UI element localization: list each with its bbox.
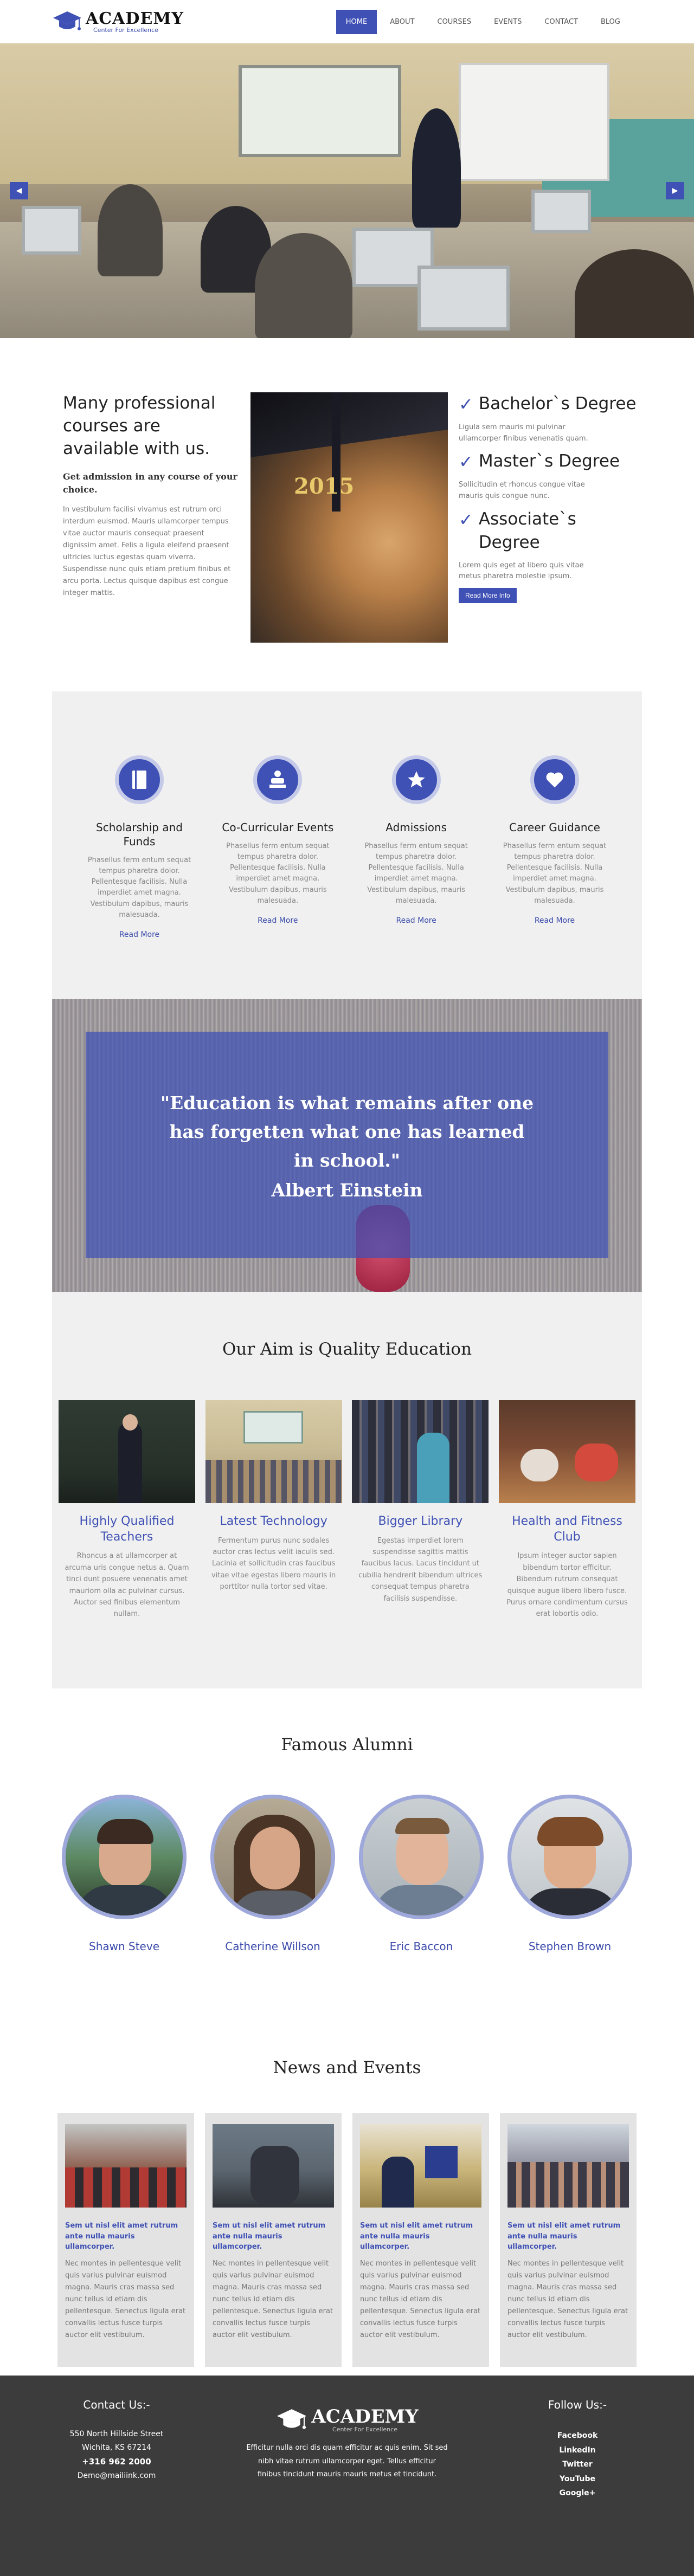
aim-text: Fermentum purus nunc sodales auctor cras lectus velit iaculis sed. Lacinia et sollicitudin cras faucibus vitae vitae egestas libero mauris in porttitor nulla tortor sed vitae. <box>211 1536 336 1591</box>
slider-prev-button[interactable] <box>10 182 28 199</box>
site-footer <box>0 2376 694 2576</box>
site-header <box>0 0 694 43</box>
graduation-cap-icon <box>275 2407 308 2433</box>
footer-contact <box>0 2376 233 2576</box>
news-card[interactable] <box>205 2113 342 2367</box>
news-thumbnail <box>360 2124 481 2208</box>
degree-text: Ligula sem mauris mi pulvinar ullamcorper finibus venenatis quam. <box>459 423 588 443</box>
nav-blog[interactable]: BLOG <box>600 17 620 26</box>
aim-text: Egestas imperdiet lorem suspendisse sagittis mattis faucibus lacus. Lacus tincidunt ut cubilia hendrerit bibendum ultrices consequat tempus pharetra facilisis suspendisse. <box>358 1536 483 1603</box>
alumni-card[interactable] <box>359 1795 484 1953</box>
service-title: Career Guidance <box>509 821 600 834</box>
fitness-photo-person <box>575 1444 618 1481</box>
avatar <box>507 1795 632 1919</box>
service-text: Phasellus ferm entum sequat tempus pharetra dolor. Pellentesque facilisis. Nulla imperdiet amet magna. Vestibulum dapibus, mauris malesuada. <box>87 856 191 919</box>
avatar <box>62 1795 187 1919</box>
service-card <box>79 755 200 999</box>
footer-logo[interactable] <box>233 2407 461 2433</box>
checkmark-icon: ✓ <box>459 509 473 530</box>
nav-events[interactable]: EVENTS <box>494 17 522 26</box>
social-link-twitter[interactable]: Twitter <box>562 2460 593 2469</box>
service-text: Phasellus ferm entum sequat tempus pharetra dolor. Pellentesque facilisis. Nulla imperdiet amet magna. Vestibulum dapibus, mauris malesuada. <box>364 842 468 905</box>
aim-section <box>52 1292 642 1688</box>
avatar-body <box>76 1885 174 1919</box>
footer-address-line: 550 North Hillside Street <box>69 2430 164 2438</box>
service-read-more-link[interactable]: Read More <box>258 916 298 925</box>
star-icon[interactable] <box>392 755 441 804</box>
degree-item <box>459 392 638 444</box>
avatar-body <box>522 1888 620 1919</box>
news-text: Nec montes in pellentesque velit quis varius pulvinar euismod magna. Mauris cras massa sed nunc tellus id etiam dis pellentesque. Senectus ligula erat convallis lectus fusce turpis auctor elit vestibulum. <box>213 2259 333 2340</box>
graduation-photo-charm: 2015 <box>294 474 355 499</box>
service-card <box>356 755 477 999</box>
alumni-heading: Famous Alumni <box>281 1735 413 1755</box>
news-card[interactable] <box>352 2113 489 2367</box>
hero-photo-whiteboard <box>239 65 401 157</box>
aim-title: Bigger Library <box>378 1514 463 1528</box>
alumni-section <box>0 1688 694 2021</box>
footer-contact-heading: Contact Us:- <box>83 2398 150 2411</box>
footer-about <box>233 2376 461 2576</box>
aim-title: Latest Technology <box>220 1514 327 1528</box>
service-card <box>217 755 338 999</box>
checkmark-icon: ✓ <box>459 394 473 415</box>
degree-text: Sollicitudin et rhoncus congue vitae mauris quis congue nunc. <box>459 481 585 500</box>
social-link-youtube[interactable]: YouTube <box>560 2474 595 2483</box>
hero-photo-monitor <box>417 266 510 331</box>
teacher-photo-head <box>123 1414 138 1431</box>
slider-next-button[interactable] <box>666 182 684 199</box>
alumni-name: Stephen Brown <box>528 1940 612 1953</box>
aim-item <box>352 1400 489 1620</box>
hero-photo-student <box>255 233 352 338</box>
degree-title: Bachelor`s Degree <box>478 394 637 413</box>
aim-text: Rhoncus a at ullamcorper at arcuma uris congue netus a. Quam tinci dunt posuere venenatis amet mauriom olla ac pulvinar cursus. Auctor sed finibus elementum nullam. <box>65 1552 189 1619</box>
avatar-hair <box>395 1818 449 1834</box>
news-title[interactable]: Sem ut nisl elit amet rutrum ante nulla mauris ullamcorper. <box>213 2222 326 2251</box>
aim-text: Ipsum integer auctor sapien bibendum tortor efficitur. Bibendum rutrum consequat quisque augue libero libero fusce. Purus ornare condimentum cursus erat lobortis odio. <box>506 1552 628 1619</box>
nav-contact[interactable]: CONTACT <box>544 17 578 26</box>
news-card[interactable] <box>57 2113 194 2367</box>
avatar <box>359 1795 484 1919</box>
footer-social <box>461 2376 694 2576</box>
footer-brand-title: ACADEMY <box>311 2405 419 2428</box>
lecture-hall-photo-screen <box>243 1411 303 1444</box>
alumni-name: Eric Baccon <box>389 1940 453 1953</box>
avatar <box>210 1795 335 1919</box>
aim-item <box>205 1400 342 1620</box>
chevron-left-icon: ◀ <box>16 186 22 195</box>
service-text: Phasellus ferm entum sequat tempus pharetra dolor. Pellentesque facilisis. Nulla imperdiet amet magna. Vestibulum dapibus, mauris malesuada. <box>226 842 330 905</box>
teacher-photo <box>59 1400 195 1503</box>
avatar-hair <box>537 1817 603 1846</box>
service-card <box>494 755 615 999</box>
quote-author: Albert Einstein <box>271 1179 423 1201</box>
services-section <box>52 691 642 999</box>
presentation-icon[interactable] <box>253 755 302 804</box>
social-link-google-plus[interactable]: Google+ <box>559 2489 596 2498</box>
news-thumbnail-player <box>382 2157 414 2208</box>
aim-item <box>499 1400 635 1620</box>
intro-section <box>0 338 694 691</box>
footer-address-line: Wichita, KS 67214 <box>82 2443 151 2452</box>
service-read-more-link[interactable]: Read More <box>396 916 436 925</box>
service-title: Scholarship and Funds <box>96 821 183 848</box>
hero-photo-monitor <box>531 190 591 233</box>
heart-icon[interactable] <box>530 755 579 804</box>
main-nav <box>336 10 630 34</box>
library-photo-student <box>417 1433 449 1503</box>
news-thumbnail <box>213 2124 334 2208</box>
hero-photo-projector-screen <box>461 65 607 179</box>
lecture-hall-photo-audience <box>205 1460 342 1503</box>
degree-text: Lorem quis eget at libero quis vitae metus pharetra molestie ipsum. <box>459 561 584 581</box>
service-read-more-link[interactable]: Read More <box>534 916 575 925</box>
library-photo <box>352 1400 489 1503</box>
social-link-linkedin[interactable]: LinkedIn <box>559 2445 596 2455</box>
footer-email[interactable]: Demo@mailiink.com <box>77 2471 156 2481</box>
alumni-name: Catherine Willson <box>225 1940 320 1953</box>
checkmark-icon: ✓ <box>459 451 473 473</box>
quote-section <box>52 999 642 1292</box>
degree-title: Associate`s Degree <box>478 509 576 553</box>
news-thumbnail-crowd <box>65 2167 187 2208</box>
quote-box <box>86 1032 608 1258</box>
degree-list <box>459 392 638 691</box>
brand-title: ACADEMY <box>86 9 184 28</box>
degree-item <box>459 450 638 502</box>
intro-body: In vestibulum facilisi vivamus est rutrum orci interdum euismod. Mauris ullamcorper tempus vitae auctor mauris consequat praesent dignissim amet. Felis a ligula eleifend praesent ultricies luctus egestas quam viverra. Suspendisse nunc quis etiam pretium finibus et arcu porta. Lectus quisque dapibus est congue integer mattis. <box>63 505 231 598</box>
avatar-face <box>250 1827 300 1889</box>
news-card[interactable] <box>500 2113 637 2367</box>
chevron-right-icon: ▶ <box>672 186 678 195</box>
book-icon[interactable] <box>115 755 164 804</box>
degree-item <box>459 508 638 582</box>
aim-item <box>59 1400 195 1620</box>
service-text: Phasellus ferm entum sequat tempus pharetra dolor. Pellentesque facilisis. Nulla imperdiet amet magna. Vestibulum dapibus, mauris malesuada. <box>503 842 607 905</box>
news-thumbnail <box>65 2124 187 2208</box>
news-text: Nec montes in pellentesque velit quis varius pulvinar euismod magna. Mauris cras massa sed nunc tellus id etiam dis pellentesque. Senectus ligula erat convallis lectus fusce turpis auctor elit vestibulum. <box>507 2259 628 2340</box>
service-title: Admissions <box>385 821 447 834</box>
intro-subheading: Get admission in any course of your choice. <box>63 471 237 495</box>
news-heading: News and Events <box>273 2058 421 2077</box>
teacher-photo-figure <box>118 1422 142 1503</box>
fitness-photo-person <box>520 1449 558 1481</box>
news-text: Nec montes in pellentesque velit quis varius pulvinar euismod magna. Mauris cras massa sed nunc tellus id etiam dis pellentesque. Senectus ligula erat convallis lectus fusce turpis auctor elit vestibulum. <box>360 2259 481 2340</box>
news-thumbnail-athlete <box>250 2146 299 2205</box>
degree-title: Master`s Degree <box>478 451 620 471</box>
aim-title: Health and Fitness Club <box>512 1514 622 1544</box>
lecture-hall-photo <box>205 1400 342 1503</box>
hero-photo-monitor <box>22 206 81 255</box>
alumni-name: Shawn Steve <box>89 1940 159 1953</box>
site-logo[interactable] <box>52 9 184 34</box>
graduation-photo-cap <box>250 392 448 457</box>
news-thumbnail-flag <box>425 2146 458 2178</box>
nav-about[interactable]: ABOUT <box>390 17 415 26</box>
aim-heading: Our Aim is Quality Education <box>222 1339 472 1359</box>
news-title[interactable]: Sem ut nisl elit amet rutrum ante nulla mauris ullamcorper. <box>360 2222 473 2251</box>
news-thumbnail <box>507 2124 629 2208</box>
avatar-body <box>374 1885 471 1919</box>
intro-heading: Many professional courses are available with us. <box>63 393 216 458</box>
aim-title: Highly Qualified Teachers <box>79 1514 175 1544</box>
footer-phone[interactable]: +316 962 2000 <box>82 2457 151 2467</box>
news-text: Nec montes in pellentesque velit quis varius pulvinar euismod magna. Mauris cras massa sed nunc tellus id etiam dis pellentesque. Senectus ligula erat convallis lectus fusce turpis auctor elit vestibulum. <box>65 2259 186 2340</box>
read-more-info-button[interactable]: Read More Info <box>459 588 517 603</box>
news-title[interactable]: Sem ut nisl elit amet rutrum ante nulla mauris ullamcorper. <box>65 2222 178 2251</box>
nav-courses[interactable]: COURSES <box>437 17 472 26</box>
alumni-card[interactable] <box>62 1795 187 1953</box>
fitness-photo <box>499 1400 635 1503</box>
brand-subtitle: Center For Excellence <box>93 26 158 34</box>
footer-about-text: Efficitur nulla orci dis quam efficitur ac quis enim. Sit sed nibh vitae rutrum ullamcorper eget. Tellus efficitur finibus tincidunt mauris mauris metus et tincidunt. <box>246 2444 448 2479</box>
footer-brand-subtitle: Center For Excellence <box>332 2425 397 2433</box>
graduation-photo <box>250 392 448 643</box>
quote-text: "Education is what remains after one has forgetten what one has learned in school." <box>160 1092 534 1171</box>
social-link-facebook[interactable]: Facebook <box>557 2431 598 2440</box>
nav-home[interactable]: HOME <box>336 10 377 34</box>
news-section <box>0 2021 694 2376</box>
service-read-more-link[interactable]: Read More <box>119 930 160 939</box>
footer-follow-heading: Follow Us:- <box>548 2398 607 2411</box>
news-thumbnail-audience <box>507 2162 629 2208</box>
alumni-card[interactable] <box>507 1795 632 1953</box>
hero-photo-student <box>98 184 163 276</box>
hero-slider <box>0 43 694 338</box>
news-title[interactable]: Sem ut nisl elit amet rutrum ante nulla mauris ullamcorper. <box>507 2222 621 2251</box>
avatar-hair <box>97 1819 153 1844</box>
service-title: Co-Curricular Events <box>222 821 334 834</box>
alumni-card[interactable] <box>210 1795 335 1953</box>
graduation-cap-icon <box>52 9 82 34</box>
hero-photo-teacher <box>412 108 461 228</box>
